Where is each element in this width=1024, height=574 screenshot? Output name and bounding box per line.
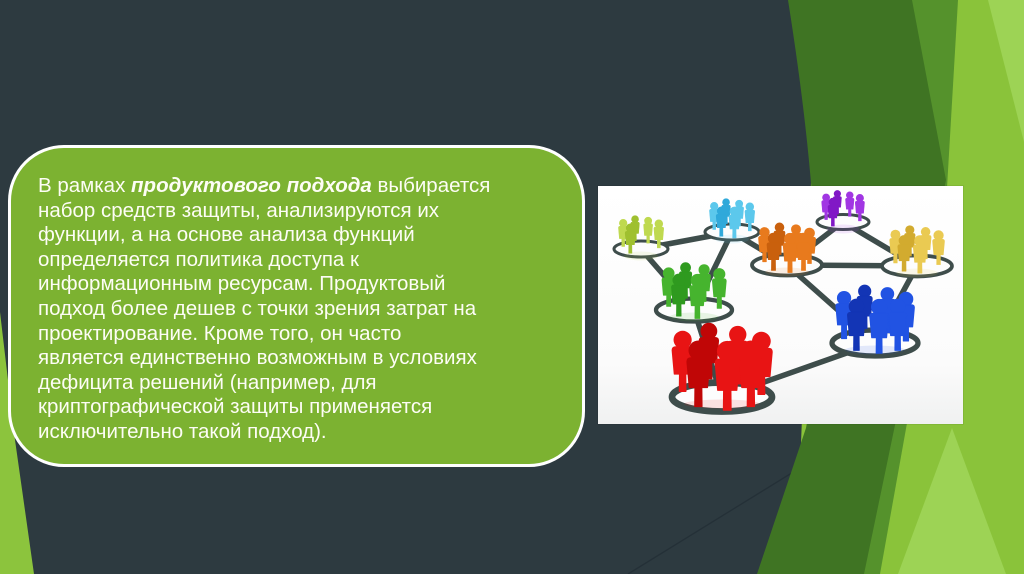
text-segment: проектирование. Кроме того, он часто <box>38 321 402 345</box>
text-segment: набор средств защиты, анализируются их <box>38 198 440 222</box>
text-segment: В рамках <box>38 174 132 197</box>
text-bubble <box>8 145 585 467</box>
bubble-text-line <box>38 174 564 199</box>
text-segment: дефицита решений (например, для <box>38 370 377 394</box>
bubble-text-line <box>38 223 564 248</box>
text-segment: криптографической защиты применяется <box>38 395 433 419</box>
text-segment: определяется политика доступа к <box>38 247 359 271</box>
bubble-text-line <box>38 371 564 396</box>
text-segment: подход более дешев с точки зрения затрат на <box>38 296 477 320</box>
text-segment: является единственно возможным в условиях <box>38 346 477 370</box>
bubble-text-line <box>38 199 564 224</box>
network-diagram <box>598 186 963 424</box>
bubble-text <box>11 148 582 445</box>
bubble-text-line <box>38 420 564 445</box>
bubble-text-line <box>38 322 564 347</box>
bubble-text-line <box>38 395 564 420</box>
text-segment: выбирается <box>371 174 491 197</box>
text-segment: функции, а на основе анализа функций <box>38 223 415 247</box>
bubble-text-line <box>38 272 564 297</box>
bubble-text-line <box>38 248 564 273</box>
text-segment: информационным ресурсам. Продуктовый <box>38 272 446 296</box>
network-image <box>598 186 963 424</box>
emphasized-phrase: продуктового подхода <box>131 174 372 197</box>
bubble-text-line <box>38 346 564 371</box>
text-segment: исключительно такой подход). <box>38 419 327 443</box>
bubble-text-line <box>38 297 564 322</box>
